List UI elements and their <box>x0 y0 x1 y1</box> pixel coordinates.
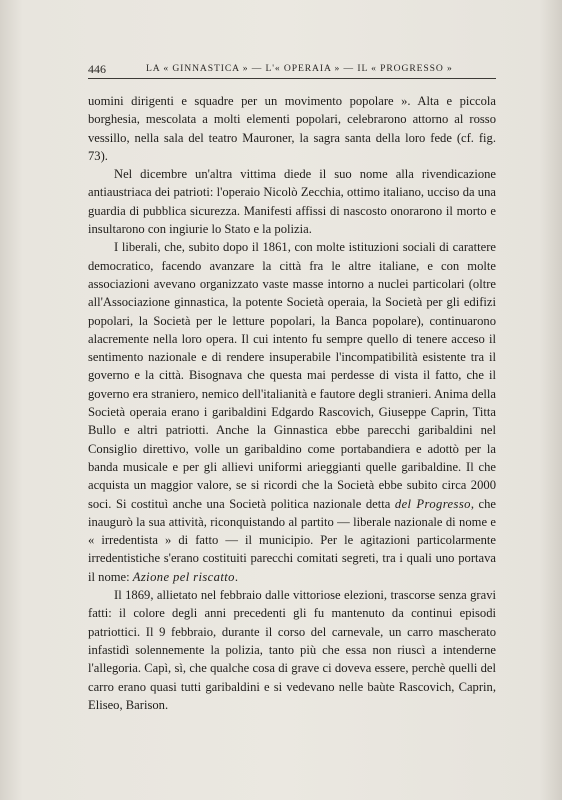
body-text <box>88 92 496 714</box>
running-title: LA « GINNASTICA » — L'« OPERAIA » — IL « PROGRESSO » <box>146 63 453 74</box>
page-header <box>88 60 496 79</box>
paragraph-3 <box>88 238 496 586</box>
italic-committee-name: Azione pel riscatto <box>132 569 235 584</box>
italic-society-name: del Progresso <box>394 496 471 511</box>
paragraph-3-text-a: I liberali, che, subito dopo il 1861, con molte istituzioni sociali di carattere democratico, facendo avanzare la città fra le altre italiane, e con molte associazioni avevano organizzato vaste masse intorno a nuclei particolari (oltre all'Associazione ginnastica, la potente Società operaia, la Società per gli edifizi popolari, la Società per le letture popolari, la Banca popolare), continuarono alacremente nella loro opera. Il cui intento fu sempre quello di tenere acceso il sentimento nazionale e di rendere insuperabile l'incompatibilità esistente tra il governo e la città. Bisognava che questa mai perdesse di vista il fatto, che il governo era straniero, nemico dell'italianità e fautore degli stranieri. Anima della Società operaia erano i garibaldini Edgardo Rascovich, Giuseppe Caprin, Titta Bullo e altri patriotti. Anche la Ginnastica ebbe parecchi garibaldini nel Consiglio direttivo, volle un garibaldino come portabandiera e adottò per la banda musicale e per gli allievi uniformi arieggianti quelle garibaldine. Il che acquista un maggior valore, se si ricordi che la Società ebbe subito circa 2000 soci. Si costituì anche una Società politica nazionale detta <box>88 240 496 511</box>
paragraph-1: uomini dirigenti e squadre per un movimento popolare ». Alta e piccola borghesia, mescolata a molti elementi popolari, celebrarono attorno al rosso vessillo, nella sala del teatro Mauroner, la sagra santa della loro fede (cf. fig. 73). <box>88 94 496 163</box>
paragraph-2: Nel dicembre un'altra vittima diede il suo nome alla rivendicazione antiaustriaca dei patrioti: l'operaio Nicolò Zecchia, ottimo italiano, ucciso da una guardia di pubblica sicurezza. Manifesti affissi di nascosto onorarono il morto e insultarono con ingiurie lo Stato e la polizia. <box>88 167 496 237</box>
paragraph-3-text-b: , che inaugurò la sua attività, riconquistando al partito — liberale nazionale di nome e « irredentista » di fatto — il municipio. Per le agitazioni particolarmente irredentistiche s'erano costituiti parecchi comitati segreti, tra i quali uno portava il nome: <box>88 496 496 584</box>
paragraph-3-text-c: . <box>234 569 238 584</box>
page-number: 446 <box>88 62 106 76</box>
paragraph-4: Il 1869, allietato nel febbraio dalle vittoriose elezioni, trascorse senza gravi fatti: il colore degli anni precedenti gli fu mantenuto da continui episodi patriottici. Il 9 febbraio, durante il corso del carnevale, un carro mascherato infastidì solennemente la polizia, tanto più che essa non riuscì a intenderne l'allegoria. Capì, sì, che qualche cosa di grave ci doveva essere, perchè quelli del carro erano quasi tutti garibaldini e si vedevano nelle baùte Rascovich, Caprin, Eliseo, Barison. <box>88 588 496 712</box>
